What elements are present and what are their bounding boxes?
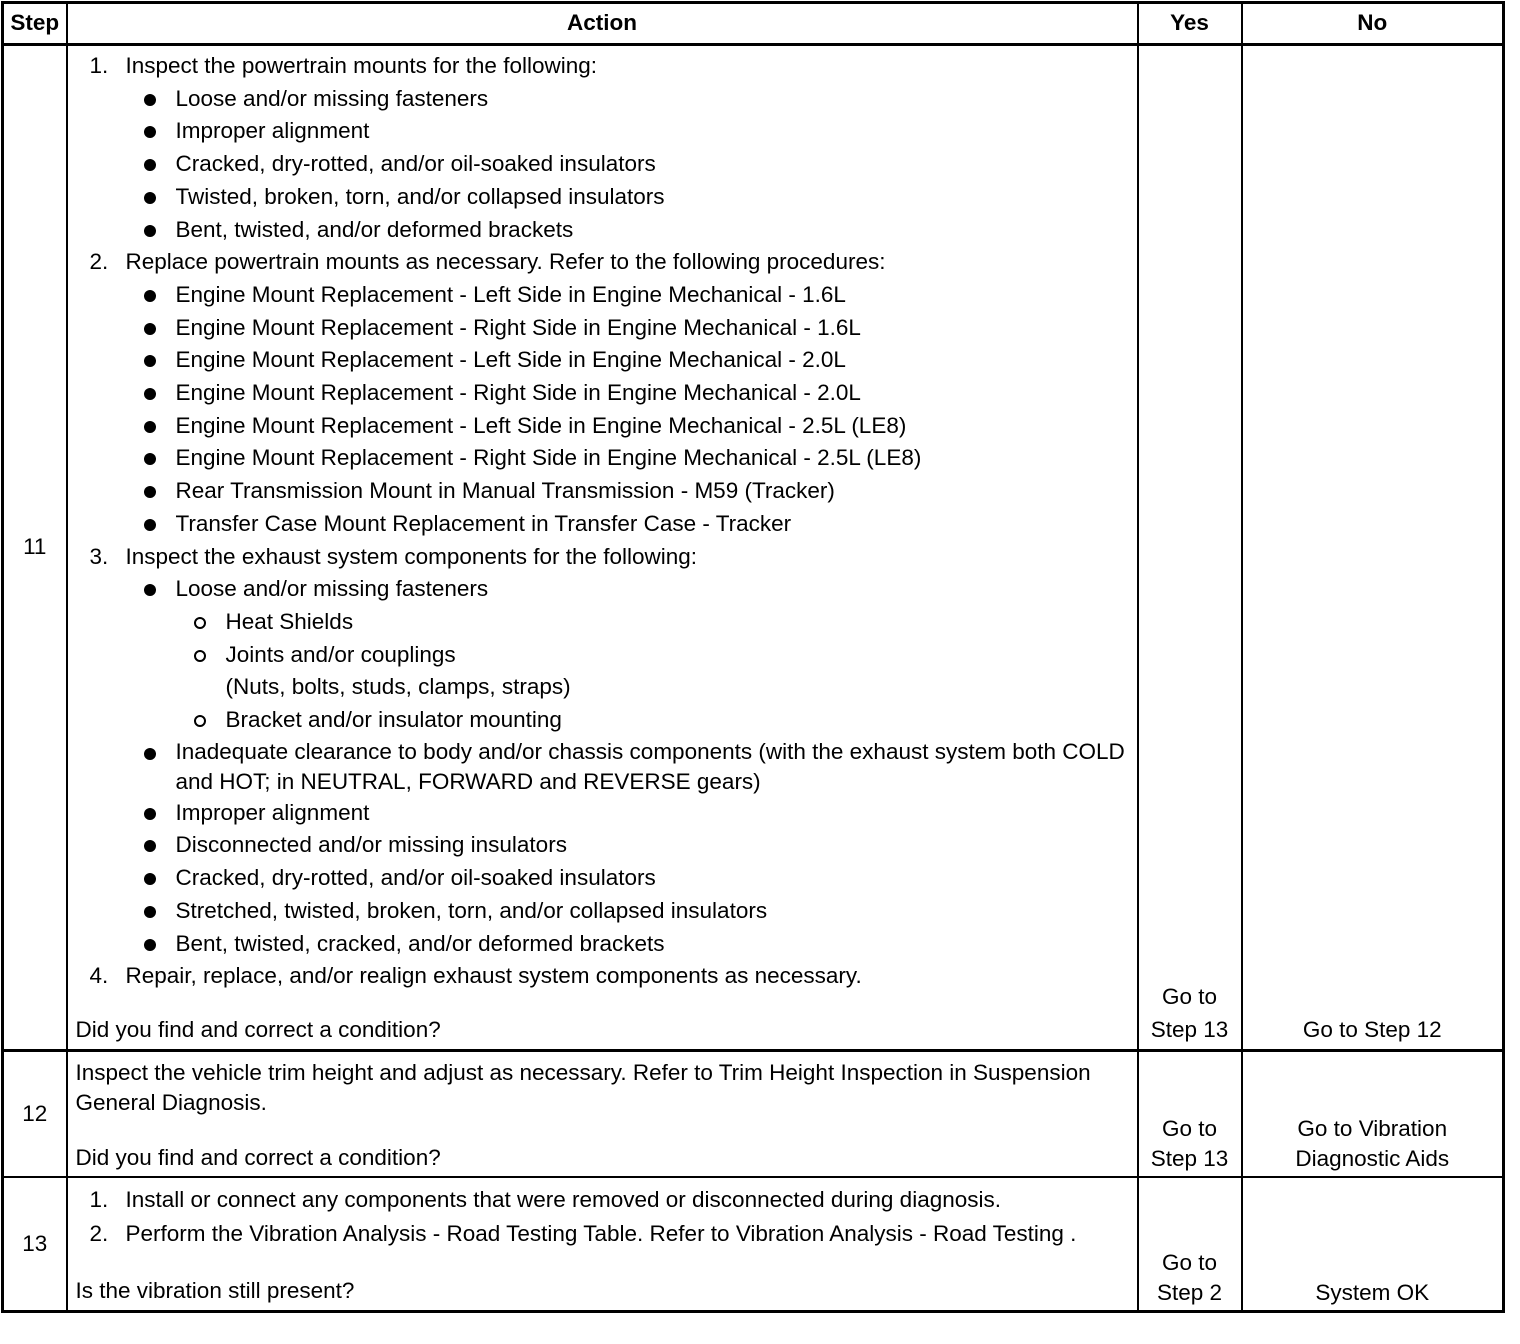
bullet-text: Bent, twisted, cracked, and/or deformed brackets bbox=[175, 930, 665, 956]
sub-bullet-text: Bracket and/or insulator mounting bbox=[225, 707, 562, 733]
bullet-item bbox=[76, 115, 1129, 148]
bullet-item bbox=[76, 737, 1129, 797]
procedure-link[interactable] bbox=[76, 442, 1129, 475]
no-line: Go to Step 12 bbox=[1302, 1016, 1442, 1042]
item-number: 2. bbox=[89, 1221, 109, 1247]
bullet-item bbox=[76, 214, 1129, 247]
question-text: Did you find and correct a condition? bbox=[75, 1016, 441, 1042]
no-cell bbox=[1242, 1177, 1504, 1311]
question-text: Is the vibration still present? bbox=[75, 1278, 355, 1304]
bullet-icon bbox=[144, 584, 156, 596]
procedure-link[interactable] bbox=[76, 312, 1129, 345]
bullet-icon bbox=[144, 808, 156, 820]
header-row bbox=[3, 3, 1504, 45]
bullet-text: Cracked, dry-rotted, and/or oil-soaked insulators bbox=[175, 151, 656, 177]
no-cell bbox=[1242, 1050, 1504, 1177]
bullet-item bbox=[76, 862, 1129, 895]
no-line: Diagnostic Aids bbox=[1295, 1146, 1450, 1172]
sub-bullet-text: (Nuts, bolts, studs, clamps, straps) bbox=[225, 674, 571, 700]
bullet-icon bbox=[144, 94, 156, 106]
numbered-item bbox=[76, 541, 1129, 574]
bullet-icon bbox=[144, 421, 156, 433]
question-text: Did you find and correct a condition? bbox=[75, 1144, 441, 1170]
action-cell bbox=[67, 1177, 1138, 1311]
item-text: Inspect the powertrain mounts for the following: bbox=[125, 53, 598, 78]
hollow-bullet-icon bbox=[194, 650, 206, 662]
yes-line: Step 13 bbox=[1150, 1016, 1229, 1042]
numbered-item bbox=[76, 50, 1129, 83]
yes-cell bbox=[1138, 1177, 1242, 1311]
numbered-item bbox=[76, 246, 1129, 279]
yes-line: Go to bbox=[1161, 984, 1218, 1010]
bullet-icon bbox=[144, 323, 156, 335]
sub-bullet-item bbox=[76, 704, 1129, 737]
bullet-icon bbox=[144, 840, 156, 852]
numbered-item bbox=[76, 960, 1129, 993]
sub-bullet-continuation bbox=[76, 671, 1129, 704]
yes-line: Step 13 bbox=[1150, 1146, 1229, 1172]
bullet-text: Bent, twisted, and/or deformed brackets bbox=[175, 216, 574, 242]
no-cell bbox=[1242, 45, 1504, 1051]
bullet-text: Engine Mount Replacement - Right Side in Engine Mechanical - 2.5L (LE8) bbox=[175, 445, 922, 471]
item-text: Repair, replace, and/or realign exhaust system components as necessary. bbox=[125, 963, 862, 989]
item-number: 1. bbox=[89, 1187, 109, 1213]
bullet-item bbox=[76, 797, 1129, 830]
hollow-bullet-icon bbox=[194, 617, 206, 629]
step-row-11 bbox=[3, 45, 1504, 1051]
bullet-text: Cracked, dry-rotted, and/or oil-soaked insulators bbox=[175, 865, 656, 891]
bullet-text: Engine Mount Replacement - Left Side in Engine Mechanical - 1.6L bbox=[175, 281, 846, 307]
bullet-icon bbox=[144, 225, 156, 237]
no-link[interactable] bbox=[1243, 1278, 1503, 1308]
bullet-text: Loose and/or missing fasteners bbox=[175, 576, 489, 602]
procedure-link[interactable] bbox=[76, 279, 1129, 312]
sub-bullet-text: Joints and/or couplings bbox=[225, 641, 456, 667]
no-link[interactable] bbox=[1243, 1014, 1503, 1047]
bullet-item bbox=[76, 829, 1129, 862]
step-row-12 bbox=[3, 1050, 1504, 1177]
no-link[interactable] bbox=[1243, 1114, 1503, 1174]
item-number: 3. bbox=[89, 543, 109, 569]
procedure-link[interactable] bbox=[76, 377, 1129, 410]
bullet-icon bbox=[144, 453, 156, 465]
header-no: No bbox=[1242, 3, 1504, 45]
header-step: Step bbox=[3, 3, 67, 45]
bullet-text: Rear Transmission Mount in Manual Transmission - M59 (Tracker) bbox=[175, 478, 835, 504]
bullet-item bbox=[76, 181, 1129, 214]
bullet-icon bbox=[144, 873, 156, 885]
item-text: Replace powertrain mounts as necessary. Refer to the following procedures: bbox=[125, 249, 886, 275]
step-row-13 bbox=[3, 1177, 1504, 1311]
item-number: 4. bbox=[89, 963, 109, 989]
numbered-item bbox=[76, 1219, 1129, 1249]
yes-link[interactable] bbox=[1139, 1114, 1241, 1174]
bullet-text: Twisted, broken, torn, and/or collapsed insulators bbox=[175, 183, 665, 209]
header-action: Action bbox=[67, 3, 1138, 45]
bullet-item bbox=[76, 895, 1129, 928]
procedure-link[interactable] bbox=[76, 508, 1129, 541]
item-number: 2. bbox=[89, 249, 109, 275]
item-number: 1. bbox=[89, 53, 109, 78]
yes-cell bbox=[1138, 45, 1242, 1051]
bullet-text: Engine Mount Replacement - Left Side in Engine Mechanical - 2.0L bbox=[175, 347, 846, 373]
bullet-item bbox=[76, 928, 1129, 961]
diagnostic-table bbox=[1, 1, 1505, 1313]
action-cell bbox=[67, 45, 1138, 1051]
bullet-text: Engine Mount Replacement - Right Side in Engine Mechanical - 1.6L bbox=[175, 314, 861, 340]
bullet-text: Inadequate clearance to body and/or chassis components (with the exhaust system both COLD and HOT; in NEUTRAL, FORWARD and REVERSE gears) bbox=[175, 738, 1125, 794]
procedure-link[interactable] bbox=[76, 475, 1129, 508]
item-text: Install or connect any components that were removed or disconnected during diagnosis. bbox=[125, 1187, 1002, 1213]
sub-bullet-item bbox=[76, 606, 1129, 639]
hollow-bullet-icon bbox=[194, 715, 206, 727]
bullet-text: Improper alignment bbox=[175, 799, 370, 825]
bullet-text: Loose and/or missing fasteners bbox=[175, 85, 489, 111]
bullet-item bbox=[76, 573, 1129, 606]
bullet-text: Engine Mount Replacement - Right Side in Engine Mechanical - 2.0L bbox=[175, 380, 861, 406]
bullet-text: Disconnected and/or missing insulators bbox=[175, 832, 567, 858]
procedure-link[interactable] bbox=[76, 344, 1129, 377]
bullet-icon bbox=[144, 159, 156, 171]
action-cell bbox=[67, 1050, 1138, 1177]
sub-bullet-item bbox=[76, 639, 1129, 672]
no-line: System OK bbox=[1315, 1279, 1430, 1305]
step-number: 13 bbox=[3, 1177, 67, 1311]
yes-line: Go to bbox=[1161, 1249, 1218, 1275]
numbered-item bbox=[76, 1184, 1129, 1217]
bullet-icon bbox=[144, 388, 156, 400]
item-text: Perform the Vibration Analysis - Road Testing Table. Refer to Vibration Analysis - Road Testing . bbox=[125, 1221, 1077, 1247]
bullet-icon bbox=[144, 355, 156, 367]
bullet-icon bbox=[144, 939, 156, 951]
bullet-icon bbox=[144, 519, 156, 531]
bullet-icon bbox=[144, 290, 156, 302]
bullet-icon bbox=[144, 486, 156, 498]
yes-link[interactable] bbox=[1139, 1248, 1241, 1308]
yes-cell bbox=[1138, 1050, 1242, 1177]
action-paragraph: Inspect the vehicle trim height and adjust as necessary. Refer to Trim Height Inspection in Suspension General Diagnosis. bbox=[75, 1059, 1091, 1115]
bullet-icon bbox=[144, 126, 156, 138]
yes-line: Go to bbox=[1161, 1116, 1218, 1142]
bullet-text: Improper alignment bbox=[175, 118, 370, 144]
bullet-text: Transfer Case Mount Replacement in Transfer Case - Tracker bbox=[175, 510, 792, 536]
bullet-text: Stretched, twisted, broken, torn, and/or collapsed insulators bbox=[175, 897, 768, 923]
step-number: 11 bbox=[3, 45, 67, 1051]
sub-bullet-text: Heat Shields bbox=[225, 608, 354, 634]
yes-link[interactable] bbox=[1139, 981, 1241, 1046]
bullet-text: Engine Mount Replacement - Left Side in Engine Mechanical - 2.5L (LE8) bbox=[175, 412, 907, 438]
procedure-link[interactable] bbox=[76, 410, 1129, 443]
yes-line: Step 2 bbox=[1156, 1279, 1223, 1305]
bullet-icon bbox=[144, 192, 156, 204]
bullet-icon bbox=[144, 748, 156, 760]
bullet-icon bbox=[144, 906, 156, 918]
no-line: Go to Vibration bbox=[1297, 1116, 1448, 1142]
header-yes: Yes bbox=[1138, 3, 1242, 45]
step-number: 12 bbox=[3, 1050, 67, 1177]
bullet-item bbox=[76, 148, 1129, 181]
bullet-item bbox=[76, 83, 1129, 116]
item-text: Inspect the exhaust system components for the following: bbox=[125, 543, 698, 569]
